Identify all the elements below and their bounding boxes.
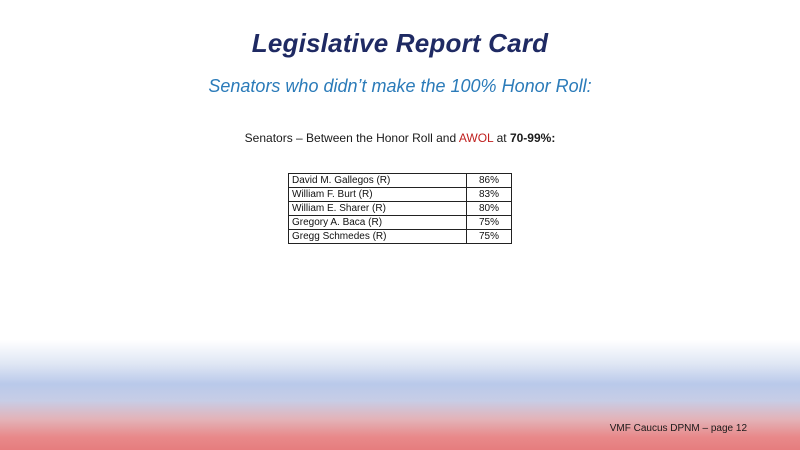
table-row [289, 188, 512, 202]
senator-score: 75% [467, 230, 512, 244]
table-row [289, 216, 512, 230]
intro-prefix: Senators – Between the Honor Roll and [244, 131, 459, 145]
senator-name: William E. Sharer (R) [289, 202, 467, 216]
senator-score: 86% [467, 174, 512, 188]
senator-scores-table [288, 173, 512, 244]
senator-score: 75% [467, 216, 512, 230]
awol-label: AWOL [458, 131, 494, 145]
senator-name: Gregory A. Baca (R) [289, 216, 467, 230]
table-row [289, 174, 512, 188]
slide-subtitle: Senators who didn’t make the 100% Honor Roll: [208, 76, 592, 96]
senator-name: David M. Gallegos (R) [289, 174, 467, 188]
page-footer: VMF Caucus DPNM – page 12 [609, 423, 747, 434]
table-row [289, 202, 512, 216]
senator-name: Gregg Schmedes (R) [289, 230, 467, 244]
table-row [289, 230, 512, 244]
senator-score: 80% [467, 202, 512, 216]
intro-middle: at [493, 131, 510, 145]
range-label: 70-99%: [509, 131, 556, 145]
intro-line [0, 131, 800, 145]
senator-name: William F. Burt (R) [289, 188, 467, 202]
slide-title: Legislative Report Card [251, 28, 549, 58]
senator-score: 83% [467, 188, 512, 202]
